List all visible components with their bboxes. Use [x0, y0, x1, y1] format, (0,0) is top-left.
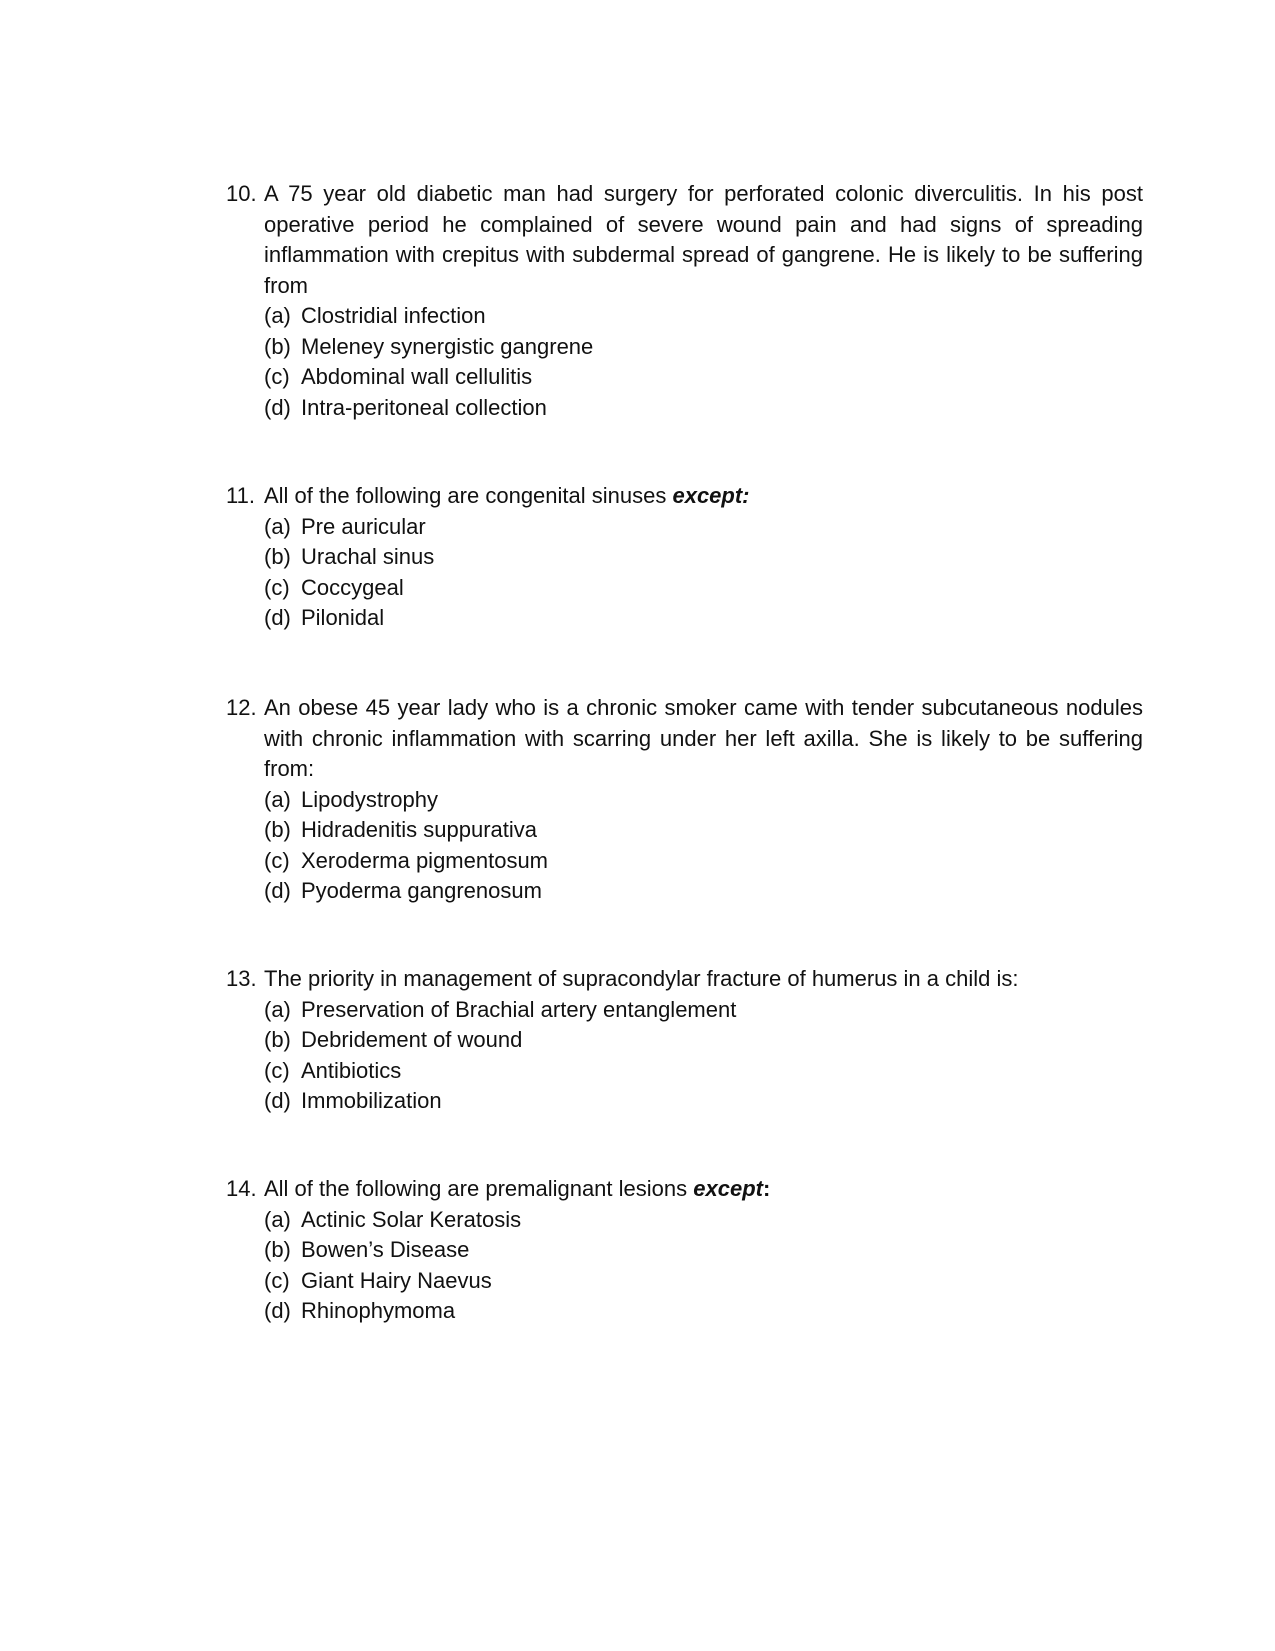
option-text: Preservation of Brachial artery entanglement — [301, 996, 737, 1022]
option-label: (d) — [264, 1088, 291, 1113]
option-b[interactable] — [264, 542, 1143, 573]
option-text: Antibiotics — [301, 1057, 402, 1083]
option-c[interactable] — [264, 1266, 1143, 1297]
option-a[interactable] — [264, 301, 1143, 332]
option-text: Clostridial infection — [301, 303, 486, 328]
option-text: Intra-peritoneal collection — [301, 394, 547, 420]
option-text: Bowen’s Disease — [301, 1237, 470, 1262]
option-d[interactable] — [264, 1296, 1143, 1327]
question-stem — [226, 693, 1143, 785]
question-13 — [226, 964, 1143, 1117]
question-number: 10. — [226, 181, 257, 206]
option-label: (a) — [264, 303, 291, 328]
question-12 — [226, 693, 1143, 907]
option-text: Abdominal wall cellulitis — [301, 364, 533, 389]
option-a[interactable] — [264, 512, 1143, 543]
question-stem — [226, 964, 1143, 995]
option-label: (a) — [264, 513, 291, 539]
option-text: Urachal sinus — [301, 544, 435, 569]
option-b[interactable] — [264, 1235, 1143, 1266]
option-list — [226, 1205, 1143, 1327]
option-b[interactable] — [264, 815, 1143, 846]
option-label: (a) — [264, 996, 291, 1022]
question-11 — [226, 481, 1143, 634]
question-text — [264, 481, 1143, 512]
option-list — [226, 512, 1143, 634]
option-c[interactable] — [264, 1056, 1143, 1087]
question-text: A 75 year old diabetic man had surgery for perforated colonic diverculitis. In his post operative period he complained of severe wound pain and had signs of spreading inflammation with crepitus with subdermal spread of gangrene. He is likely to be suffering from — [264, 181, 1143, 298]
option-text: Xeroderma pigmentosum — [301, 847, 549, 873]
question-number: 14. — [226, 1176, 257, 1201]
question-number: 12. — [226, 695, 257, 720]
option-text: Actinic Solar Keratosis — [301, 1206, 522, 1232]
option-d[interactable] — [264, 393, 1143, 424]
option-d[interactable] — [264, 1086, 1143, 1117]
question-text: The priority in management of supracondylar fracture of humerus in a child is: — [264, 966, 1019, 991]
option-label: (c) — [264, 364, 290, 389]
question-text-main: All of the following are premalignant lesions — [264, 1176, 694, 1201]
option-label: (d) — [264, 1298, 291, 1323]
question-text: An obese 45 year lady who is a chronic smoker came with tender subcutaneous nodules with chronic inflammation with scarring under her left axilla. She is likely to be suffering from: — [264, 695, 1143, 781]
option-b[interactable] — [264, 1025, 1143, 1056]
option-a[interactable] — [264, 785, 1143, 816]
option-text: Giant Hairy Naevus — [301, 1267, 492, 1293]
question-emphasis: except — [693, 1176, 763, 1201]
option-c[interactable] — [264, 362, 1143, 393]
option-label: (c) — [264, 847, 290, 873]
option-text: Pilonidal — [301, 605, 385, 630]
option-label: (c) — [264, 1267, 290, 1293]
option-d[interactable] — [264, 876, 1143, 907]
option-list — [226, 301, 1143, 423]
option-b[interactable] — [264, 332, 1143, 363]
question-suffix: : — [762, 1176, 771, 1201]
option-a[interactable] — [264, 1205, 1143, 1236]
option-text: Debridement of wound — [301, 1027, 523, 1052]
option-text: Lipodystrophy — [301, 786, 438, 812]
question-stem — [226, 1174, 1143, 1205]
option-label: (a) — [264, 786, 291, 812]
option-label: (b) — [264, 1237, 291, 1262]
question-number: 13. — [226, 966, 257, 991]
question-stem — [226, 179, 1143, 301]
option-label: (b) — [264, 544, 291, 569]
question-text — [264, 1174, 1143, 1205]
option-label: (c) — [264, 1057, 290, 1083]
option-c[interactable] — [264, 573, 1143, 604]
option-text: Hidradenitis suppurativa — [301, 817, 538, 842]
option-label: (b) — [264, 1027, 291, 1052]
question-text-main: All of the following are congenital sinuses — [264, 483, 673, 508]
question-10 — [226, 179, 1143, 423]
option-list — [226, 995, 1143, 1117]
option-label: (a) — [264, 1206, 291, 1232]
option-d[interactable] — [264, 603, 1143, 634]
option-text: Rhinophymoma — [301, 1298, 456, 1323]
question-emphasis: except: — [672, 483, 750, 508]
option-label: (c) — [264, 574, 290, 600]
option-label: (b) — [264, 817, 291, 842]
question-stem — [226, 481, 1143, 512]
option-text: Coccygeal — [301, 574, 404, 600]
option-label: (d) — [264, 394, 291, 420]
option-label: (d) — [264, 605, 291, 630]
option-text: Immobilization — [301, 1088, 442, 1113]
option-text: Meleney synergistic gangrene — [301, 333, 594, 359]
option-text: Pyoderma gangrenosum — [301, 878, 542, 903]
option-c[interactable] — [264, 846, 1143, 877]
option-text: Pre auricular — [301, 513, 426, 539]
option-label: (b) — [264, 333, 291, 359]
question-number: 11. — [226, 483, 255, 508]
option-list — [226, 785, 1143, 907]
question-14 — [226, 1174, 1143, 1327]
option-a[interactable] — [264, 995, 1143, 1026]
option-label: (d) — [264, 878, 291, 903]
